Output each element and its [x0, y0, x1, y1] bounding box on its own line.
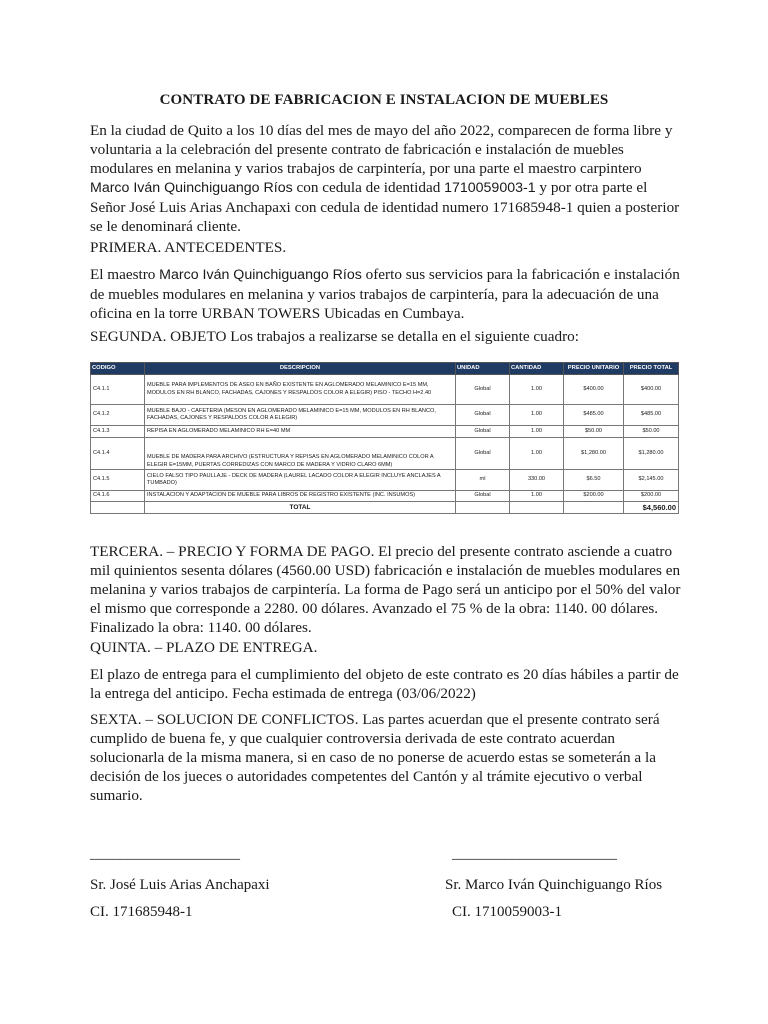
row-code: C4.1.4 [91, 438, 145, 470]
tercera-paragraph: TERCERA. – PRECIO Y FORMA DE PAGO. El precio del presente contrato asciende a cuatro mil quinientos sesenta dólares (4560.00 USD) fabricación e instalación de muebles modulares en melanina y varios trabajos de carpintería. La forma de Pago será un anticipo por el 50% del valor el mismo que corresponde a 2280. 00 dólares. Avanzado el 75 % de la obra: 1140. 00 dólares. Finalizado la obra: 1140. 00 dólares. [90, 543, 681, 636]
items-table [90, 362, 679, 514]
segunda-paragraph: SEGUNDA. OBJETO Los trabajos a realizarse se detalla en el siguiente cuadro: [90, 328, 579, 345]
row-quantity: 1.00 [510, 375, 564, 405]
quinta-heading: QUINTA. – PLAZO DE ENTREGA. [90, 639, 318, 656]
contractor-id: 1710059003-1 [444, 180, 536, 196]
column-header: CODIGO [91, 363, 145, 375]
column-header: CANTIDAD [510, 363, 564, 375]
row-code: C4.1.2 [91, 405, 145, 426]
signatory-id-client: CI. 171685948-1 [90, 904, 193, 920]
column-header: PRECIO TOTAL [624, 363, 679, 375]
row-code: C4.1.1 [91, 375, 145, 405]
row-unit: Global [456, 405, 510, 426]
items-table-wrapper [90, 362, 678, 514]
signatory-name-contractor: Sr. Marco Iván Quinchiguango Ríos [445, 877, 663, 893]
row-unit: Global [456, 375, 510, 405]
row-total: $1,280.00 [624, 438, 679, 470]
row-quantity: 330.00 [510, 470, 564, 491]
table-row [91, 405, 679, 426]
row-description: REPISA EN AGLOMERADO MELAMINICO RH E=40 MM [145, 426, 456, 438]
row-unit: Global [456, 426, 510, 438]
row-total: $200.00 [624, 491, 679, 502]
signatory-id-contractor: CI. 1710059003-1 [452, 904, 562, 920]
row-quantity: 1.00 [510, 405, 564, 426]
primera-heading: PRIMERA. ANTECEDENTES. [90, 239, 287, 256]
column-header: UNIDAD [456, 363, 510, 375]
row-total: $2,145.00 [624, 470, 679, 491]
signature-line-client: ____________________ [90, 846, 240, 862]
row-unit: Global [456, 491, 510, 502]
row-unit-price: $200.00 [564, 491, 624, 502]
total-value: $4,560.00 [624, 502, 679, 514]
row-description: MUEBLE DE MADERA PARA ARCHIVO (ESTRUCTURA Y REPISAS EN AGLOMERADO MELAMINICO COLOR A ELEGIR E=15MM, PUERTAS CORREDIZAS CON MARCO DE MADERA Y VIDRIO CLARO 6MM) [145, 438, 456, 470]
document-title: CONTRATO DE FABRICACION E INSTALACION DE MUEBLES [159, 92, 609, 108]
table-row [91, 470, 679, 491]
row-unit: ml [456, 470, 510, 491]
row-description: CIELO FALSO TIPO PAULLAJE - DECK DE MADERA (LAUREL LACADO COLOR A ELEGIR INCLUYE ANCLAJES A TUMBADO) [145, 470, 456, 491]
intro-paragraph: En la ciudad de Quito a los 10 días del mes de mayo del año 2022, comparecen de forma libre y voluntaria a la celebración del presente contrato de fabricación e instalación de muebles modulares en melanina y varios trabajos de carpintería, por una parte el maestro carpintero Marco Iván Quinchiguango Ríos con cedula de identidad 1710059003-1 y por otra parte el Señor José Luis Arias Anchapaxi con cedula de identidad numero 171685948-1 quien a posterior se le denominará cliente. [90, 122, 680, 235]
row-unit-price: $1,280.00 [564, 438, 624, 470]
row-code: C4.1.6 [91, 491, 145, 502]
row-unit-price: $485.00 [564, 405, 624, 426]
row-description: INSTALACION Y ADAPTACION DE MUEBLE PARA LIBROS DE REGISTRO EXISTENTE (INC. INSUMOS) [145, 491, 456, 502]
total-label: TOTAL [145, 502, 456, 514]
table-header-row [91, 363, 679, 375]
row-total: $485.00 [624, 405, 679, 426]
primera-paragraph: El maestro Marco Iván Quinchiguango Ríos oferto sus servicios para la fabricación e instalación de muebles modulares en melanina y varios trabajos de carpintería, para la adecuación de una oficina en la torre URBAN TOWERS Ubicadas en Cumbaya. [90, 266, 680, 322]
row-quantity: 1.00 [510, 491, 564, 502]
table-total-row [91, 502, 679, 514]
signature-line-contractor: ______________________ [452, 846, 617, 862]
table-row [91, 375, 679, 405]
row-quantity: 1.00 [510, 426, 564, 438]
contractor-name: Marco Iván Quinchiguango Ríos [90, 180, 293, 196]
row-description: MUEBLE PARA IMPLEMENTOS DE ASEO EN BAÑO EXISTENTE EN AGLOMERADO MELAMINICO E=15 MM, MODULOS EN RH BLANCO, FACHADAS, CAJONES Y RESPALDOS COLOR A ELEGIR) PISO - TECHO H=2.40 [145, 375, 456, 405]
row-unit: Global [456, 438, 510, 470]
row-code: C4.1.3 [91, 426, 145, 438]
column-header: DESCRIPCION [145, 363, 456, 375]
row-code: C4.1.5 [91, 470, 145, 491]
row-unit-price: $6.50 [564, 470, 624, 491]
column-header: PRECIO UNITARIO [564, 363, 624, 375]
row-quantity: 1.00 [510, 438, 564, 470]
signatory-name-client: Sr. José Luis Arias Anchapaxi [90, 877, 270, 893]
row-unit-price: $50.00 [564, 426, 624, 438]
row-description: MUEBLE BAJO - CAFETERIA (MESON EN AGLOMERADO MELAMINICO E=15 MM, MODULOS EN RH BLANCO, FACHADAS, CAJONES Y RESPALDOS COLOR A ELEGIR) [145, 405, 456, 426]
quinta-paragraph: El plazo de entrega para el cumplimiento del objeto de este contrato es 20 días hábiles a partir de la entrega del anticipo. Fecha estimada de entrega (03/06/2022) [90, 666, 679, 702]
contractor-name: Marco Iván Quinchiguango Ríos [159, 267, 362, 283]
row-unit-price: $400.00 [564, 375, 624, 405]
row-total: $50.00 [624, 426, 679, 438]
sexta-paragraph: SEXTA. – SOLUCION DE CONFLICTOS. Las partes acuerdan que el presente contrato será cumplido de buena fe, y que cualquier controversia derivada de este contrato acuerdan solucionarla de la misma manera, si en caso de no ponerse de acuerdo estas se someterán a la decisión de los jueces o autoridades competentes del Cantón y al trámite ejecutivo o verbal sumario. [90, 711, 660, 804]
row-total: $400.00 [624, 375, 679, 405]
table-row [91, 491, 679, 502]
table-row [91, 438, 679, 470]
table-row [91, 426, 679, 438]
